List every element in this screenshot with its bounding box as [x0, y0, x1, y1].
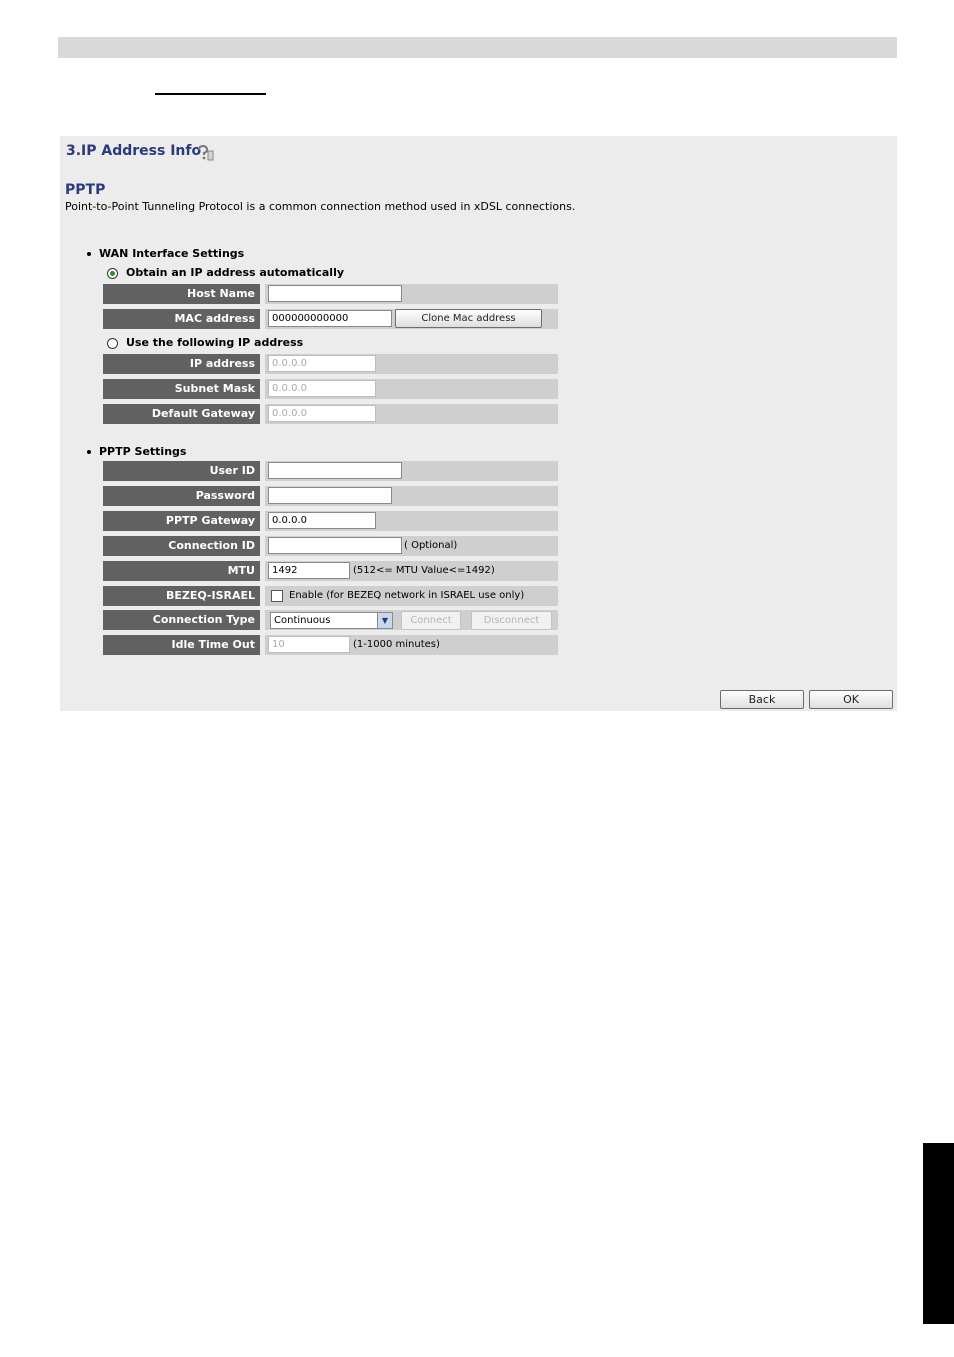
mtu-cell — [265, 561, 558, 581]
host-name-input[interactable] — [268, 285, 402, 302]
connection-type-cell — [265, 610, 558, 630]
header-bar — [58, 37, 897, 58]
mac-address-input[interactable]: 000000000000 — [268, 310, 392, 327]
help-icon[interactable] — [196, 145, 214, 161]
ip-address-label: IP address — [103, 354, 260, 374]
ip-address-input[interactable]: 0.0.0.0 — [268, 355, 376, 372]
radio-selected-icon[interactable] — [107, 268, 118, 279]
ok-button[interactable]: OK — [809, 690, 893, 709]
back-button[interactable]: Back — [720, 690, 804, 709]
mtu-label: MTU — [103, 561, 260, 581]
row-pptp-gateway — [103, 511, 558, 531]
password-cell — [265, 486, 558, 506]
row-default-gateway — [103, 404, 558, 424]
default-gateway-input[interactable]: 0.0.0.0 — [268, 405, 376, 422]
mac-address-label: MAC address — [103, 309, 260, 329]
radio-unselected-icon[interactable] — [107, 338, 118, 349]
row-idle-time-out — [103, 635, 558, 655]
chevron-down-icon[interactable]: ▼ — [377, 613, 392, 628]
row-user-id — [103, 461, 558, 481]
row-password — [103, 486, 558, 506]
row-subnet-mask — [103, 379, 558, 399]
radio-use-following[interactable] — [107, 336, 303, 349]
row-mtu — [103, 561, 558, 581]
pptp-gateway-input[interactable]: 0.0.0.0 — [268, 512, 376, 529]
host-name-cell — [265, 284, 558, 304]
connection-id-cell — [265, 536, 558, 556]
password-label: Password — [103, 486, 260, 506]
underline-rule — [155, 93, 266, 95]
idle-time-out-label: Idle Time Out — [103, 635, 260, 655]
row-host-name — [103, 284, 558, 304]
radio-auto-label: Obtain an IP address automatically — [126, 266, 345, 279]
idle-time-out-input[interactable]: 10 — [268, 636, 350, 653]
mtu-note: (512<= MTU Value<=1492) — [353, 565, 495, 576]
host-name-label: Host Name — [103, 284, 260, 304]
pptp-gateway-cell — [265, 511, 558, 531]
row-connection-type — [103, 610, 558, 630]
radio-obtain-auto[interactable] — [107, 266, 344, 279]
side-tab-marker — [923, 1143, 954, 1324]
connect-button[interactable]: Connect — [401, 611, 461, 630]
password-input[interactable] — [268, 487, 392, 504]
row-ip-address — [103, 354, 558, 374]
row-bezeq-israel — [103, 586, 558, 606]
row-mac-address — [103, 309, 558, 329]
idle-time-out-cell — [265, 635, 558, 655]
row-connection-id — [103, 536, 558, 556]
user-id-label: User ID — [103, 461, 260, 481]
user-id-cell — [265, 461, 558, 481]
clone-mac-button[interactable]: Clone Mac address — [395, 309, 542, 328]
bezeq-enable-checkbox[interactable] — [271, 590, 283, 602]
protocol-description: Point-to-Point Tunneling Protocol is a common connection method used in xDSL connections. — [65, 200, 576, 213]
default-gateway-label: Default Gateway — [103, 404, 260, 424]
user-id-input[interactable] — [268, 462, 402, 479]
bullet-icon — [87, 450, 91, 454]
connection-type-label: Connection Type — [103, 610, 260, 630]
connection-id-input[interactable] — [268, 537, 402, 554]
default-gateway-cell — [265, 404, 558, 424]
connection-id-note: ( Optional) — [404, 540, 458, 551]
protocol-title: PPTP — [65, 182, 106, 198]
ip-address-cell — [265, 354, 558, 374]
bezeq-israel-cell — [265, 586, 558, 606]
panel-title: 3.IP Address Info — [66, 143, 202, 159]
mac-address-cell — [265, 309, 558, 329]
settings-panel — [60, 136, 897, 711]
subnet-mask-cell — [265, 379, 558, 399]
mtu-input[interactable]: 1492 — [268, 562, 350, 579]
subnet-mask-input[interactable]: 0.0.0.0 — [268, 380, 376, 397]
wan-section-label: WAN Interface Settings — [99, 247, 245, 260]
connection-type-value: Continuous — [274, 615, 331, 626]
connection-type-select[interactable] — [270, 612, 393, 629]
bullet-icon — [87, 252, 91, 256]
pptp-gateway-label: PPTP Gateway — [103, 511, 260, 531]
pptp-section-heading — [87, 445, 186, 458]
idle-time-out-note: (1-1000 minutes) — [353, 639, 440, 650]
bezeq-enable-label: Enable (for BEZEQ network in ISRAEL use only) — [289, 590, 525, 601]
subnet-mask-label: Subnet Mask — [103, 379, 260, 399]
wan-section-heading — [87, 247, 244, 260]
radio-manual-label: Use the following IP address — [126, 336, 304, 349]
connection-id-label: Connection ID — [103, 536, 260, 556]
pptp-section-label: PPTP Settings — [99, 445, 187, 458]
bezeq-israel-label: BEZEQ-ISRAEL — [103, 586, 260, 606]
disconnect-button[interactable]: Disconnect — [471, 611, 552, 630]
